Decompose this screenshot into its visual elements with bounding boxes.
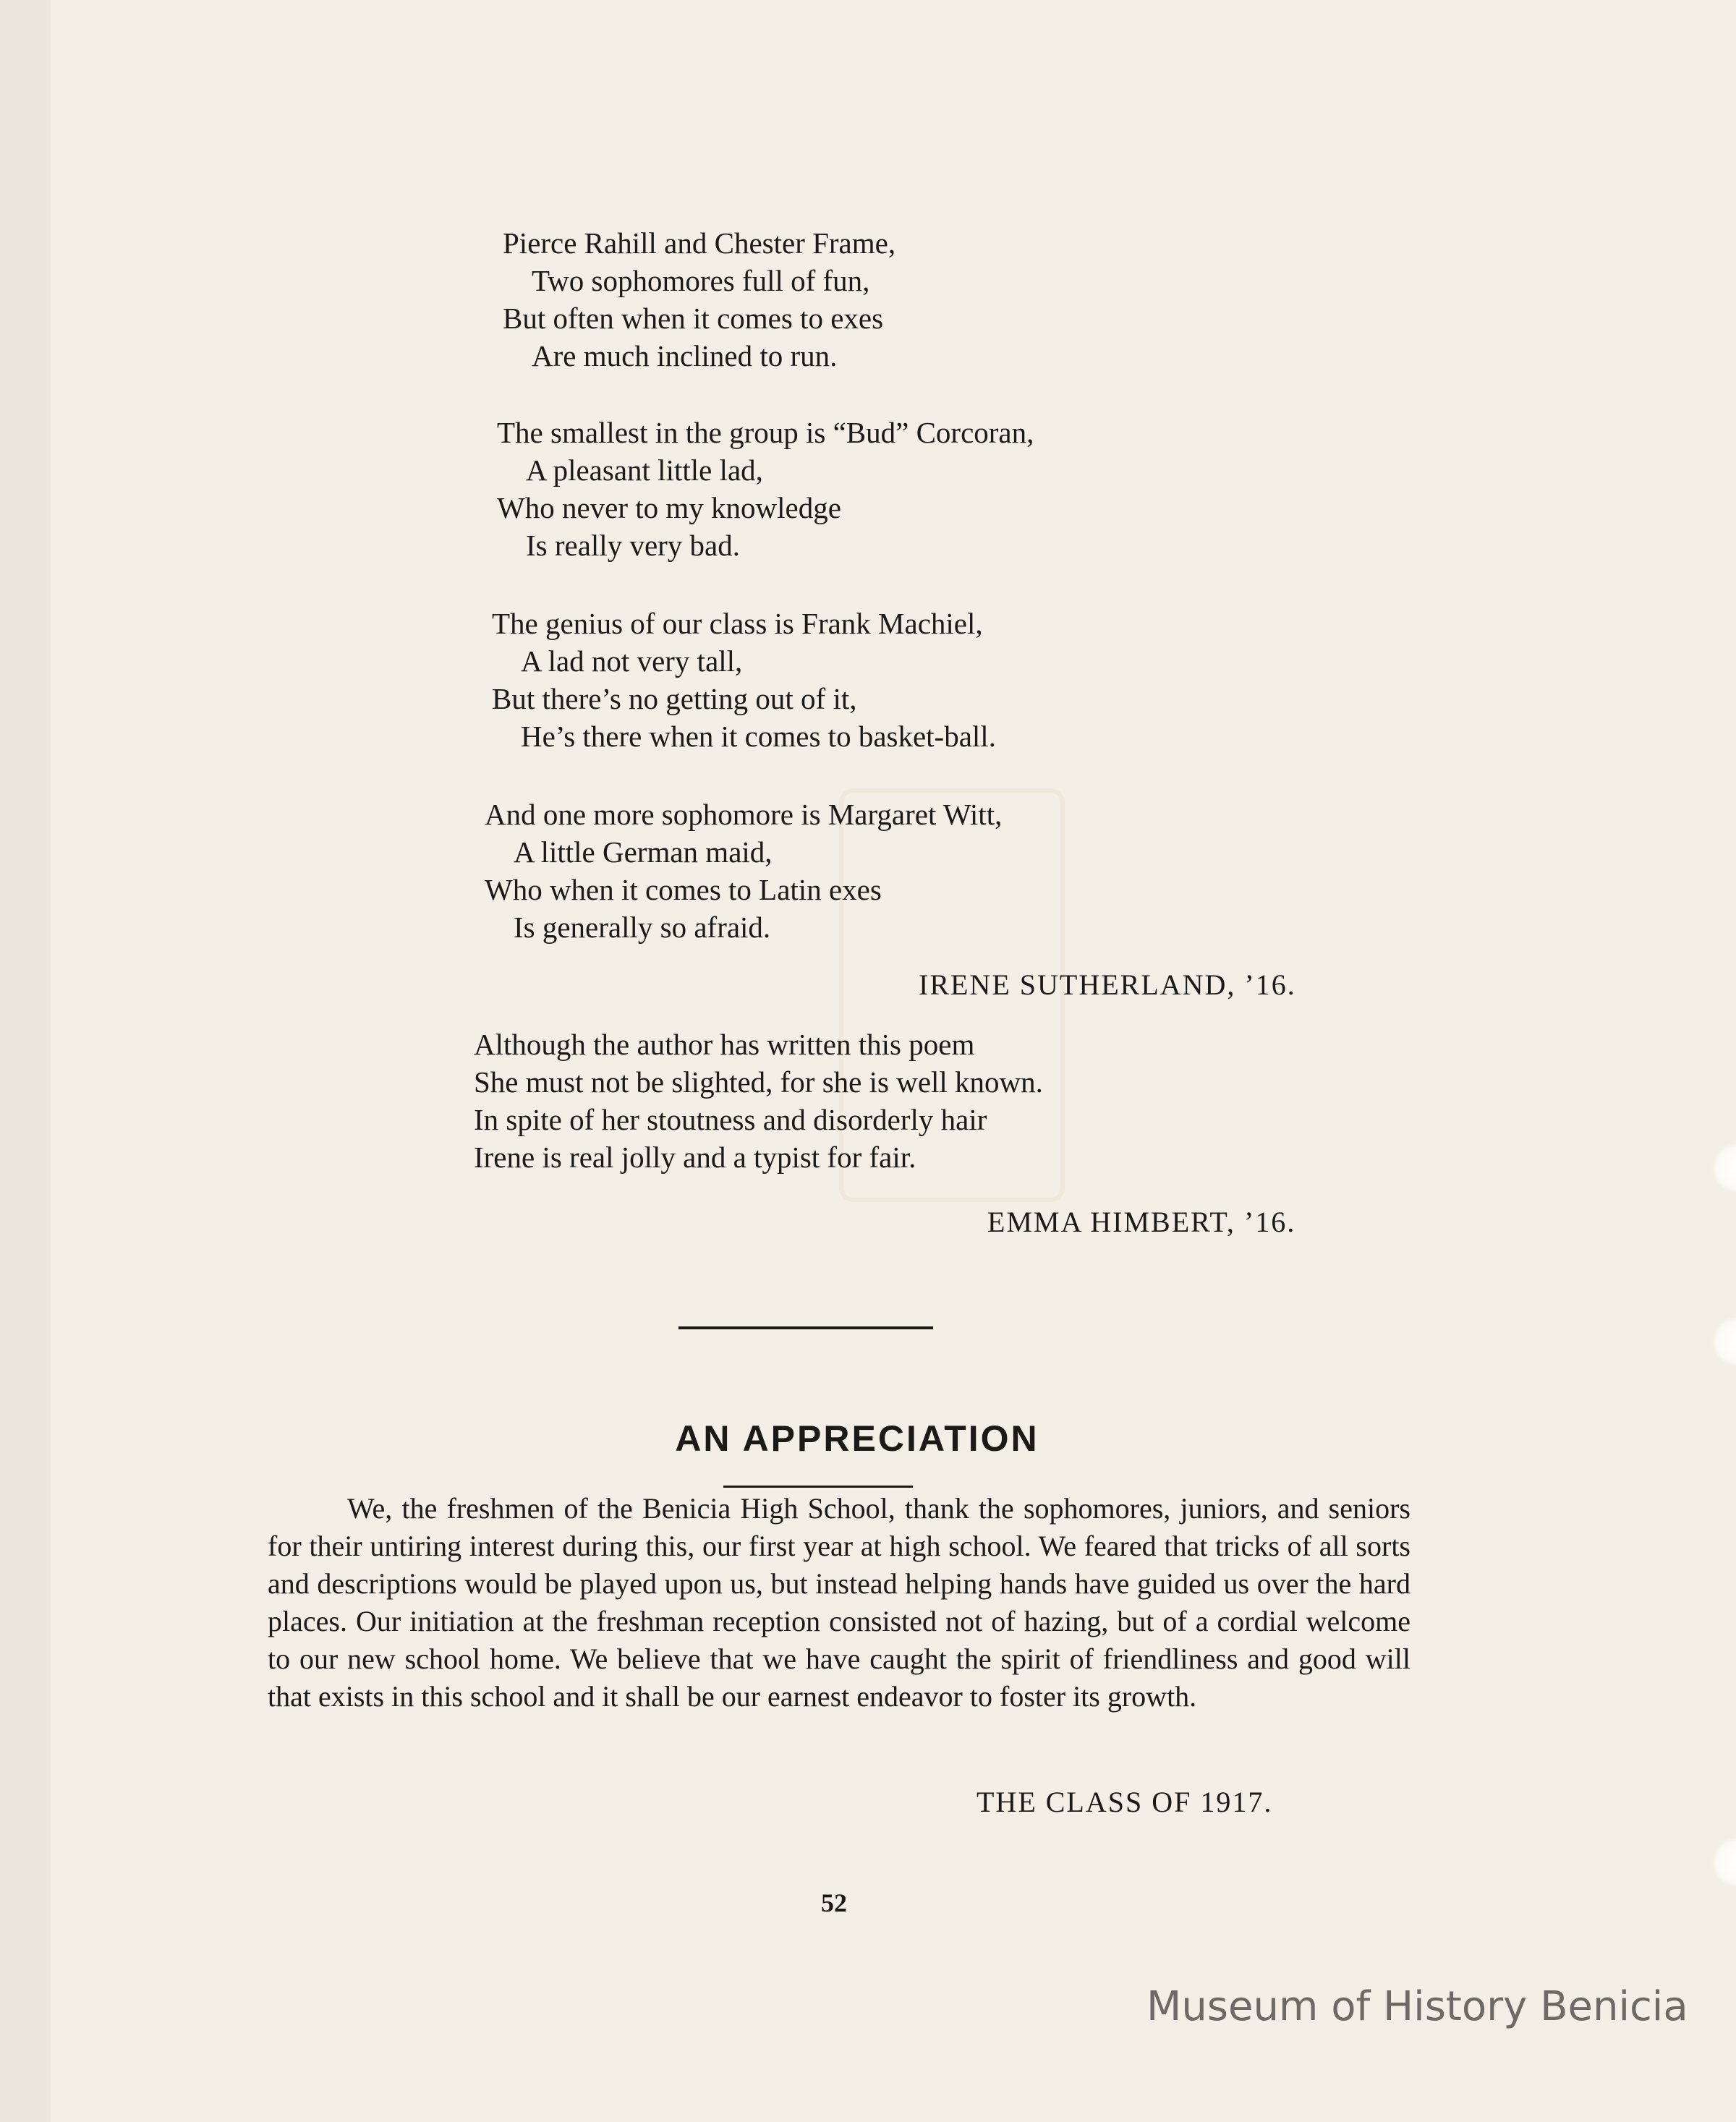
museum-watermark: Museum of History Benicia	[1146, 1983, 1688, 2030]
poem-stanza-4	[485, 796, 1002, 946]
poem-line: She must not be slighted, for she is well known.	[474, 1065, 1043, 1099]
poem-line: And one more sophomore is Margaret Witt,	[485, 798, 1003, 831]
reply-poem	[474, 1026, 1043, 1176]
section-divider	[678, 1326, 933, 1329]
poem-line: He’s there when it comes to basket-ball.	[521, 720, 996, 753]
poem-line: But there’s no getting out of it,	[492, 682, 857, 715]
page-left-margin	[0, 0, 51, 2122]
poem-line: Is really very bad.	[526, 529, 740, 562]
poem-line: Is generally so afraid.	[514, 911, 771, 944]
poem-stanza-3	[492, 605, 996, 755]
poem-line: Although the author has written this poem	[474, 1028, 975, 1061]
poem-line: A lad not very tall,	[521, 644, 743, 678]
poem-line: The smallest in the group is “Bud” Corcoran,	[497, 416, 1034, 449]
binding-hole	[1711, 1316, 1736, 1367]
poem-stanza-2	[497, 414, 1034, 564]
binding-hole	[1711, 1143, 1736, 1193]
poem-line: But often when it comes to exes	[503, 302, 884, 335]
binding-hole	[1711, 1837, 1736, 1888]
poem-line: In spite of her stoutness and disorderly hair	[474, 1103, 987, 1136]
poem-line: Two sophomores full of fun,	[532, 264, 870, 297]
poem-line: The genius of our class is Frank Machiel,	[492, 607, 983, 640]
poem-line: A little German maid,	[514, 835, 773, 869]
appreciation-paragraph: We, the freshmen of the Benicia High School, thank the sophomores, juniors, and seniors for their untiring interest during this, our first year at high school. We feared that tricks of all sorts and descriptions would be played upon us, but instead helping hands have guided us over the hard places. Our initiation at the freshman reception consisted not of hazing, but of a cordial welcome to our new school home. We believe that we have caught the spirit of friendliness and good will that exists in this school and it shall be our earnest endeavor to foster its growth.	[268, 1492, 1410, 1713]
poem-signature: IRENE SUTHERLAND, ’16.	[919, 968, 1296, 1001]
poem-line: A pleasant little lad,	[526, 453, 763, 487]
poem-line: Are much inclined to run.	[532, 339, 838, 372]
appreciation-body	[268, 1490, 1410, 1716]
appreciation-signature: THE CLASS OF 1917.	[977, 1786, 1273, 1818]
poem-line: Who never to my knowledge	[497, 491, 841, 524]
page-number: 52	[821, 1888, 847, 1917]
poem-line: Who when it comes to Latin exes	[485, 873, 882, 906]
reply-poem-signature: EMMA HIMBERT, ’16.	[987, 1206, 1296, 1238]
yearbook-page	[51, 0, 1736, 2122]
section-heading: AN APPRECIATION	[675, 1418, 1039, 1459]
heading-underline	[723, 1486, 913, 1488]
poem-stanza-1	[503, 224, 895, 375]
poem-line: Irene is real jolly and a typist for fair.	[474, 1141, 916, 1174]
poem-line: Pierce Rahill and Chester Frame,	[503, 226, 896, 260]
